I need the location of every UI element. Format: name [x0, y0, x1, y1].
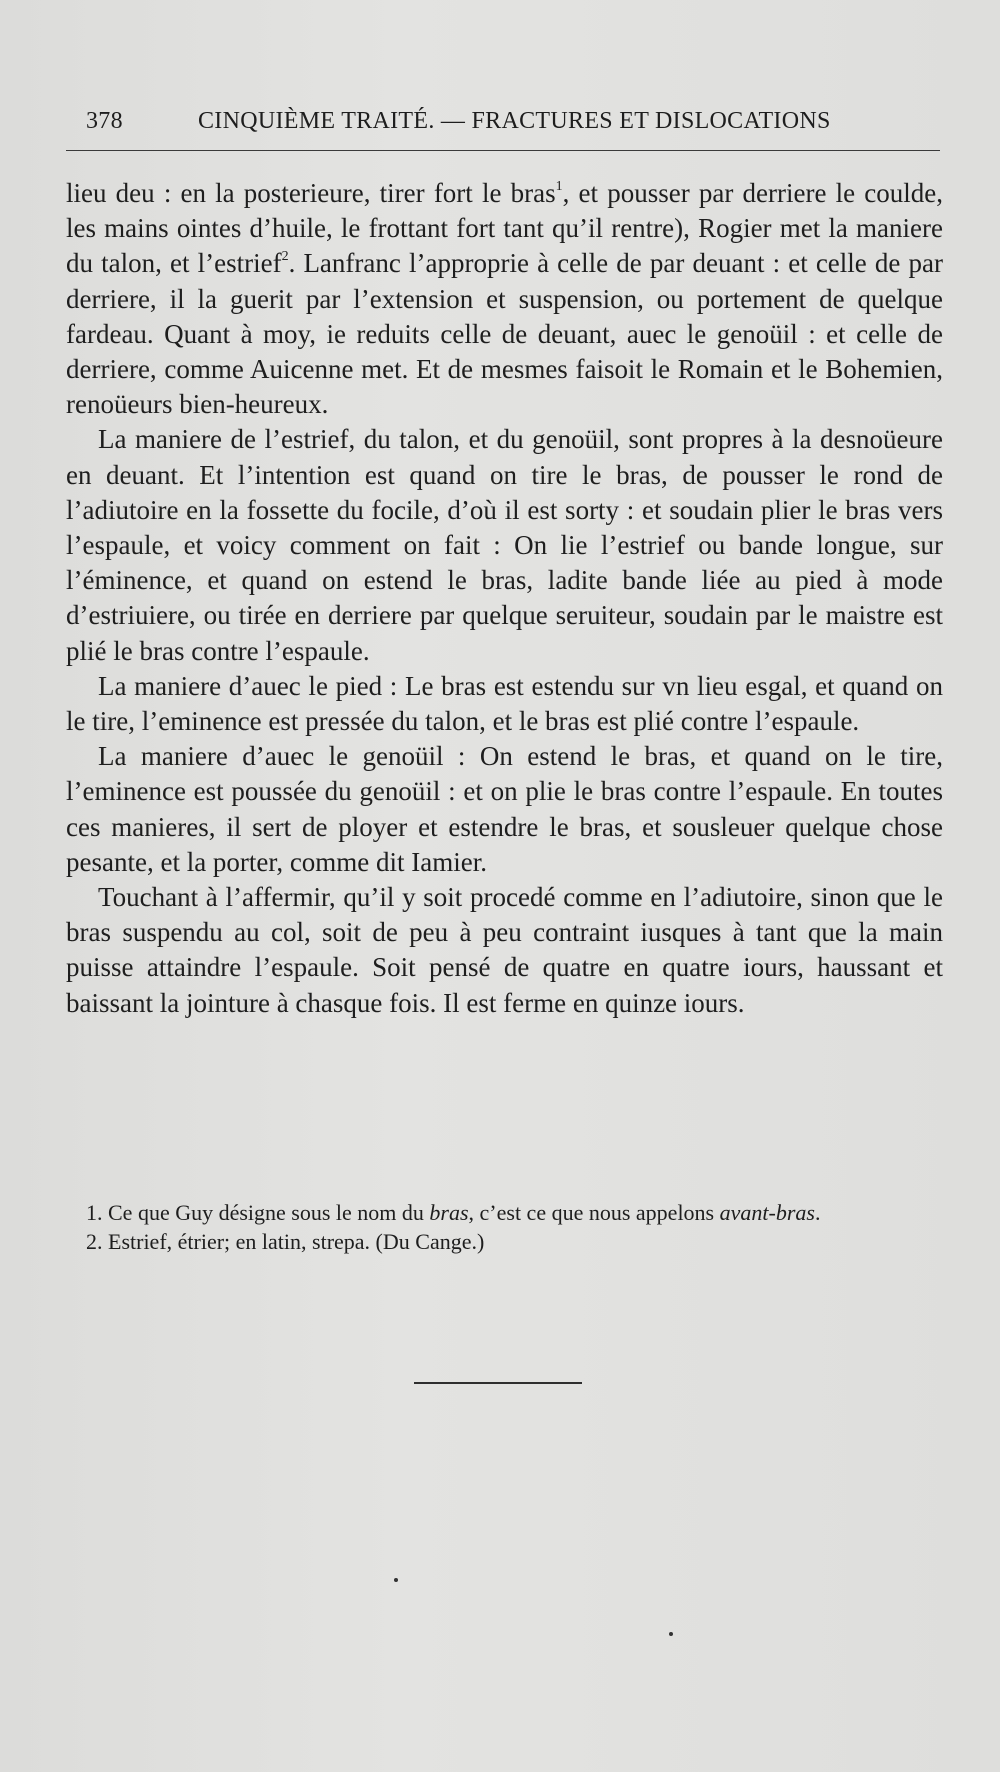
end-rule [414, 1382, 582, 1384]
footnote-1 [66, 1198, 943, 1227]
paragraph-1 [66, 176, 943, 422]
paragraph-1-part-a: lieu deu : en la posterieure, tirer fort le bras [66, 178, 556, 208]
footnote-1-italic-avant-bras: avant-bras [719, 1200, 815, 1225]
footnote-1-text-a: Ce que Guy désigne sous le nom du [108, 1200, 424, 1225]
page-number: 378 [86, 108, 123, 134]
footnote-1-text-e: . [814, 1200, 821, 1225]
header-rule [66, 150, 940, 151]
footnotes [66, 1198, 943, 1256]
paragraph-5: Touchant à l’affermir, qu’il y soit procedé comme en l’adiutoire, sinon que le bras suspendu au col, soit de peu à peu contraint iusques à tant que la main puisse attaindre l’espaule. Soit pensé de quatre en quatre iours, haussant et baissant la jointure à chasque fois. Il est ferme en quinze iours. [66, 882, 943, 1018]
running-head: CINQUIÈME TRAITÉ. — FRACTURES ET DISLOCATIONS [198, 108, 831, 134]
ink-speck [394, 1578, 398, 1582]
ink-speck [669, 1632, 673, 1636]
main-text [66, 176, 943, 1021]
footnote-1-number: 1. [86, 1200, 103, 1225]
footnote-2: 2. Estrief, étrier; en latin, strepa. (Du Cange.) [86, 1229, 485, 1254]
paragraph-3: La maniere d’auec le pied : Le bras est estendu sur vn lieu esgal, et quand on le tire, l’eminence est pressée du talon, et le bras est plié contre l’espaule. [66, 670, 943, 737]
paragraph-2: La maniere de l’estrief, du talon, et du genoüil, sont propres à la desnoüeure en deuant. Et l’intention est quand on tire le bras, de pousser le rond de l’adiutoire en la fossette du focile, d’où il est sorty : et soudain plier le bras vers l’espaule, et voicy comment on fait : On lie l’estrief ou bande longue, sur l’éminence, et quand on estend le bras, ladite bande liée au pied à mode d’estriuiere, ou tirée en derriere par quelque seruiteur, soudain par le maistre est plié le bras contre l’espaule. [66, 424, 943, 666]
footnote-1-text-c: , c’est ce que nous appelons [468, 1200, 715, 1225]
footnote-ref-2[interactable]: 2 [281, 249, 289, 265]
footnote-ref-1[interactable]: 1 [555, 179, 563, 194]
paragraph-1-part-b: , et pousser par derriere le coulde, les mains ointes d’huile, le frottant fort tant qu’il rentre), Rogier met la maniere du talon, et l’estrief [66, 178, 943, 279]
footnote-1-italic-bras: bras [429, 1200, 469, 1225]
paragraph-4: La maniere d’auec le genoüil : On estend le bras, et quand on le tire, l’eminence est poussée du genoüil : et on plie le bras contre l’espaule. En toutes ces manieres, il sert de ployer et estendre le bras, et sousleuer quelque chose pesante, et la porter, comme dit Iamier. [66, 741, 943, 877]
paragraph-1-part-c: . Lanfranc l’approprie à celle de par deuant : et celle de par derriere, il la guerit par l’extension et suspension, ou portement de quelque fardeau. Quant à moy, ie reduits celle de deuant, auec le genoüil : et celle de derriere, comme Auicenne met. Et de mesmes faisoit le Romain et le Bohemien, renoüeurs bien-heureux. [66, 248, 943, 420]
